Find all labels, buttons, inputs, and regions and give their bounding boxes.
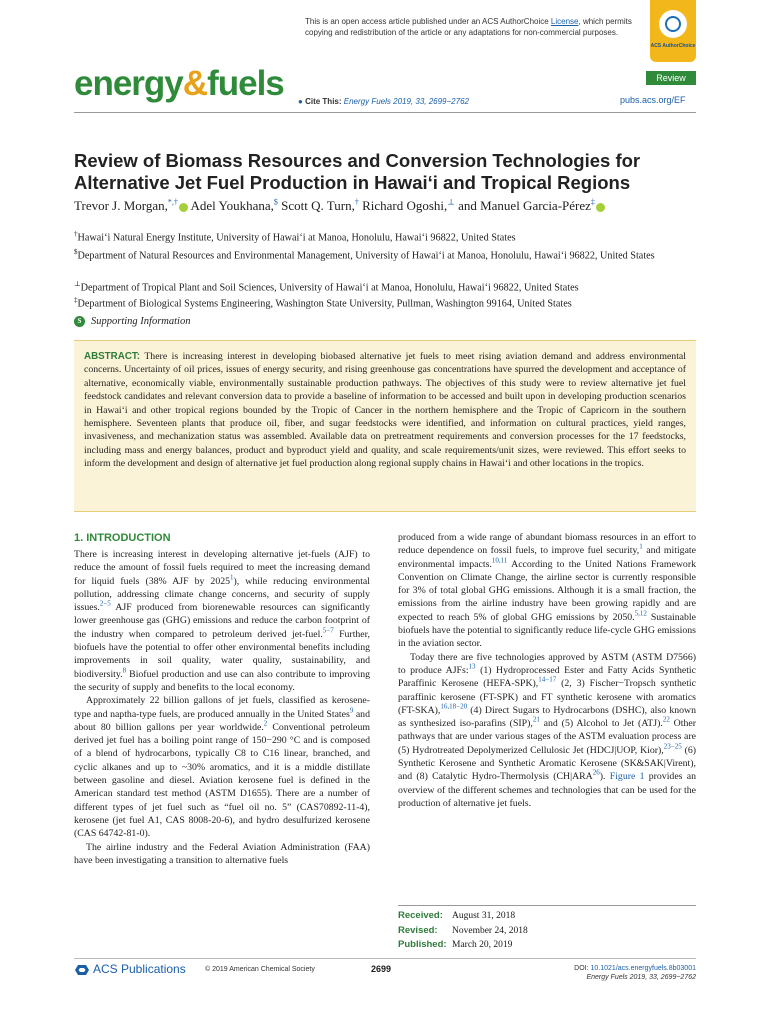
abstract-label: ABSTRACT:	[84, 351, 141, 362]
date-received: Received: August 31, 2018	[398, 910, 516, 921]
paragraph: Approximately 22 billion gallons of jet fuels, classified as kerosene-type and naptha-type fuels, are produced annually in the United States$^9$ and about 80 billion gallons per year worldwide.$^2$ Conventional petroleum derived jet fuel has a boiling point range of 150−290 °C and is composed of a blend of hydrocarbons, typically C8 to C16 linear, branched, and cyclic alkanes and up to ~30% aromatics, and it is a middle distillate between gasoline and diesel. Aviation kerosene fuel is defined in the American standard test method (ASTM D1655). There are a number of different types of jet fuel such as “fuel oil no. 5” (CAS70892-11-4), kerosene (jet fuel A1, CAS 8008-20-6), and hydro desulfurized kerosene (CAS 64742-81-0).	[74, 695, 371, 840]
doi-link[interactable]: 10.1021/acs.energyfuels.8b03001	[590, 965, 696, 972]
header-divider	[74, 112, 696, 113]
journal-logo: energy&fuels	[74, 64, 284, 103]
article-type-tab: Review	[646, 71, 696, 85]
paragraph: Today there are five technologies approved by ASTM (ASTM D7566) to produce AJFs:$^{13}$ (1) Hydroprocessed Ester and Fatty Acids Synthetic Paraffinic Kerosene (HEFA-SPK),$^{14-17}$ (2, 3) Fischer−Tropsch synthetic paraffinic kerosene (FT-SPK) and FT synthetic kerosene with aromatics (FT-SKA),$^{16,18-20}$ (4) Direct Sugars to Hydrocarbons (DSHC), also known as synthesized iso-parafins (SIP),$^{21}$ and (5) Alcohol to Jet (ATJ).$^{22}$ Other pathways that are under various stages of the ASTM evaluation process are (5) Hydrotreated Depolymerized Cellulosic Jet (HDCJ|UOP, Kior),$^{23-25}$ (6) Synthetic Kerosene and Synthetic Aromatic Kerosene (SK&SAK|Virent), and (8) Catalytic Hydro-Thermolysis (CH|ARA$^{26}$). Figure 1 provides an overview of the different schemes and technologies that can be used for the production of alternative jet fuels.	[398, 651, 697, 809]
paragraph: There is increasing interest in developing alternative jet-fuels (AJF) to reduce the amount of fossil fuels required to meet the increasing demand for liquid fuels (38% AJF by 2025$^1$), while reducing environmental pollution, addressing climate change concerns, and security of supply issues.$^{2-5}$ AJF produced from biorenewable resources can significantly lower greenhouse gas (GHG) emissions and reduce the carbon footprint of the industry when compared to petroleum derived jet-fuel.$^{5-7}$ Further, biofuels have the potential to offer other environmental benefits including improvements in soil quality, water quality, sustainability, and biodiversity.$^8$ Biofuel production and use can also contribute to improving the security of supply and benefits to the local economy.	[74, 549, 370, 693]
doi-citation: DOI: 10.1021/acs.energyfuels.8b03001 Energy Fuels 2019, 33, 2699−2762	[574, 965, 696, 981]
footer-divider	[74, 958, 696, 959]
orcid-icon[interactable]	[596, 203, 605, 212]
abstract-text: There is increasing interest in developing biobased alternative jet fuels to meet rising aviation demand and address environmental concerns. Uncertainty of oil prices, issues of energy security, and rising greenhouse gas concentrations have spurred the development and acceptance of alternative, economically viable, environmentally sustainable production pathways. The objectives of this study were to review alternative jet fuel feedstock candidates and relevant conversion data to provide a baseline of information to be accessed and built upon in developing production scenarios in Hawai‘i and other tropical regions bounded by the Tropic of Cancer in the northern hemisphere and the Tropic of Capricorn in the southern hemisphere. Seventeen plants that produce oil, fiber, and sugar feedstocks were identified, and information on cultural practices, yield ranges, invasiveness, and mechanization status was assembled. Available data on pretreatment requirements and conversion processes for the 17 feedstocks, including mass and energy balances, product and byproduct yield and quality, and scale requirements/unit sizes, were reviewed. This effort seeks to inform the development and design of alternative jet fuel production along regional supply chains in Hawai‘i and other locations in the tropics.	[84, 351, 686, 470]
affiliation: ⊥Department of Tropical Plant and Soil Sciences, University of Hawai‘i at Manoa, Honolulu, Hawai‘i 96822, United States	[74, 280, 579, 294]
supporting-info-icon: S	[74, 316, 85, 327]
author[interactable]: Richard Ogoshi,⊥	[362, 198, 455, 214]
paragraph: The airline industry and the Federal Aviation Administration (FAA) have been investigating a transition to alternative fuels	[74, 841, 370, 866]
cite-arrow-icon: ●	[298, 97, 303, 106]
cite-this[interactable]: ● Cite This: Energy Fuels 2019, 33, 2699−2762	[298, 97, 469, 106]
author[interactable]: Adel Youkhana,$	[190, 198, 278, 214]
abstract-box	[74, 340, 696, 512]
affiliation: †Hawai‘i Natural Energy Institute, University of Hawai‘i at Manoa, Honolulu, Hawai‘i 96822, United States	[74, 230, 516, 244]
affiliation: $Department of Natural Resources and Environmental Management, University of Hawai‘i at Manoa, Honolulu, Hawai‘i 96822, United States	[74, 248, 655, 262]
acs-authorchoice-badge: ACS AuthorChoice	[650, 0, 696, 62]
date-revised: Revised: November 24, 2018	[398, 924, 528, 936]
acs-hexagon-icon	[74, 964, 90, 976]
page-number: 2699	[371, 964, 392, 974]
publication-dates	[398, 905, 696, 953]
paragraph: produced from a wide range of abundant biomass resources in an effort to reduce dependence on fossil fuels, to improve fuel security,$^1$ and mitigate environmental impacts.$^{10,11}$ According to the United Nations Framework Convention on Climate Change, the airline sector is currently responsible for 3% of total global GHG emissions. Although it is a small fraction, the emissions from the airline industry have been growing rapidly and are expected to reach 5% of global GHG emissions by 2050.$^{5,12}$ Sustainable biofuels have the potential to significantly reduce life-cycle GHG emissions in the aviation sector.	[398, 532, 696, 650]
section-heading: 1. INTRODUCTION	[74, 532, 171, 544]
open-access-notice: This is an open access article published under an ACS AuthorChoice License, which permits copying and redistribution of the article or any adaptations for non-commercial purposes.	[305, 17, 632, 37]
figure-link[interactable]: Figure 1	[609, 771, 645, 783]
author[interactable]: Trevor J. Morgan,*,†	[74, 198, 188, 213]
affiliation: ‡Department of Biological Systems Engineering, Washington State University, Pullman, Washington 99164, United States	[74, 296, 572, 310]
authorchoice-icon	[659, 10, 687, 38]
author[interactable]: Scott Q. Turn,†	[281, 198, 359, 214]
orcid-icon[interactable]	[179, 203, 188, 212]
body-column-left	[74, 548, 370, 867]
supporting-information-link[interactable]: S Supporting Information	[74, 316, 190, 327]
author-list	[74, 198, 696, 214]
copyright: © 2019 American Chemical Society	[205, 966, 315, 973]
license-link[interactable]: License	[550, 17, 579, 26]
body-column-right	[398, 531, 696, 810]
acs-publications-logo[interactable]: ACS Publications	[74, 962, 186, 976]
author[interactable]: and Manuel Garcia-Pérez‡	[458, 198, 605, 213]
date-published: Published: March 20, 2019	[398, 939, 513, 950]
journal-website-link[interactable]: pubs.acs.org/EF	[620, 95, 686, 105]
article-title: Review of Biomass Resources and Conversion Technologies for Alternative Jet Fuel Production in Hawai‘i and Tropical Regions	[74, 150, 641, 193]
